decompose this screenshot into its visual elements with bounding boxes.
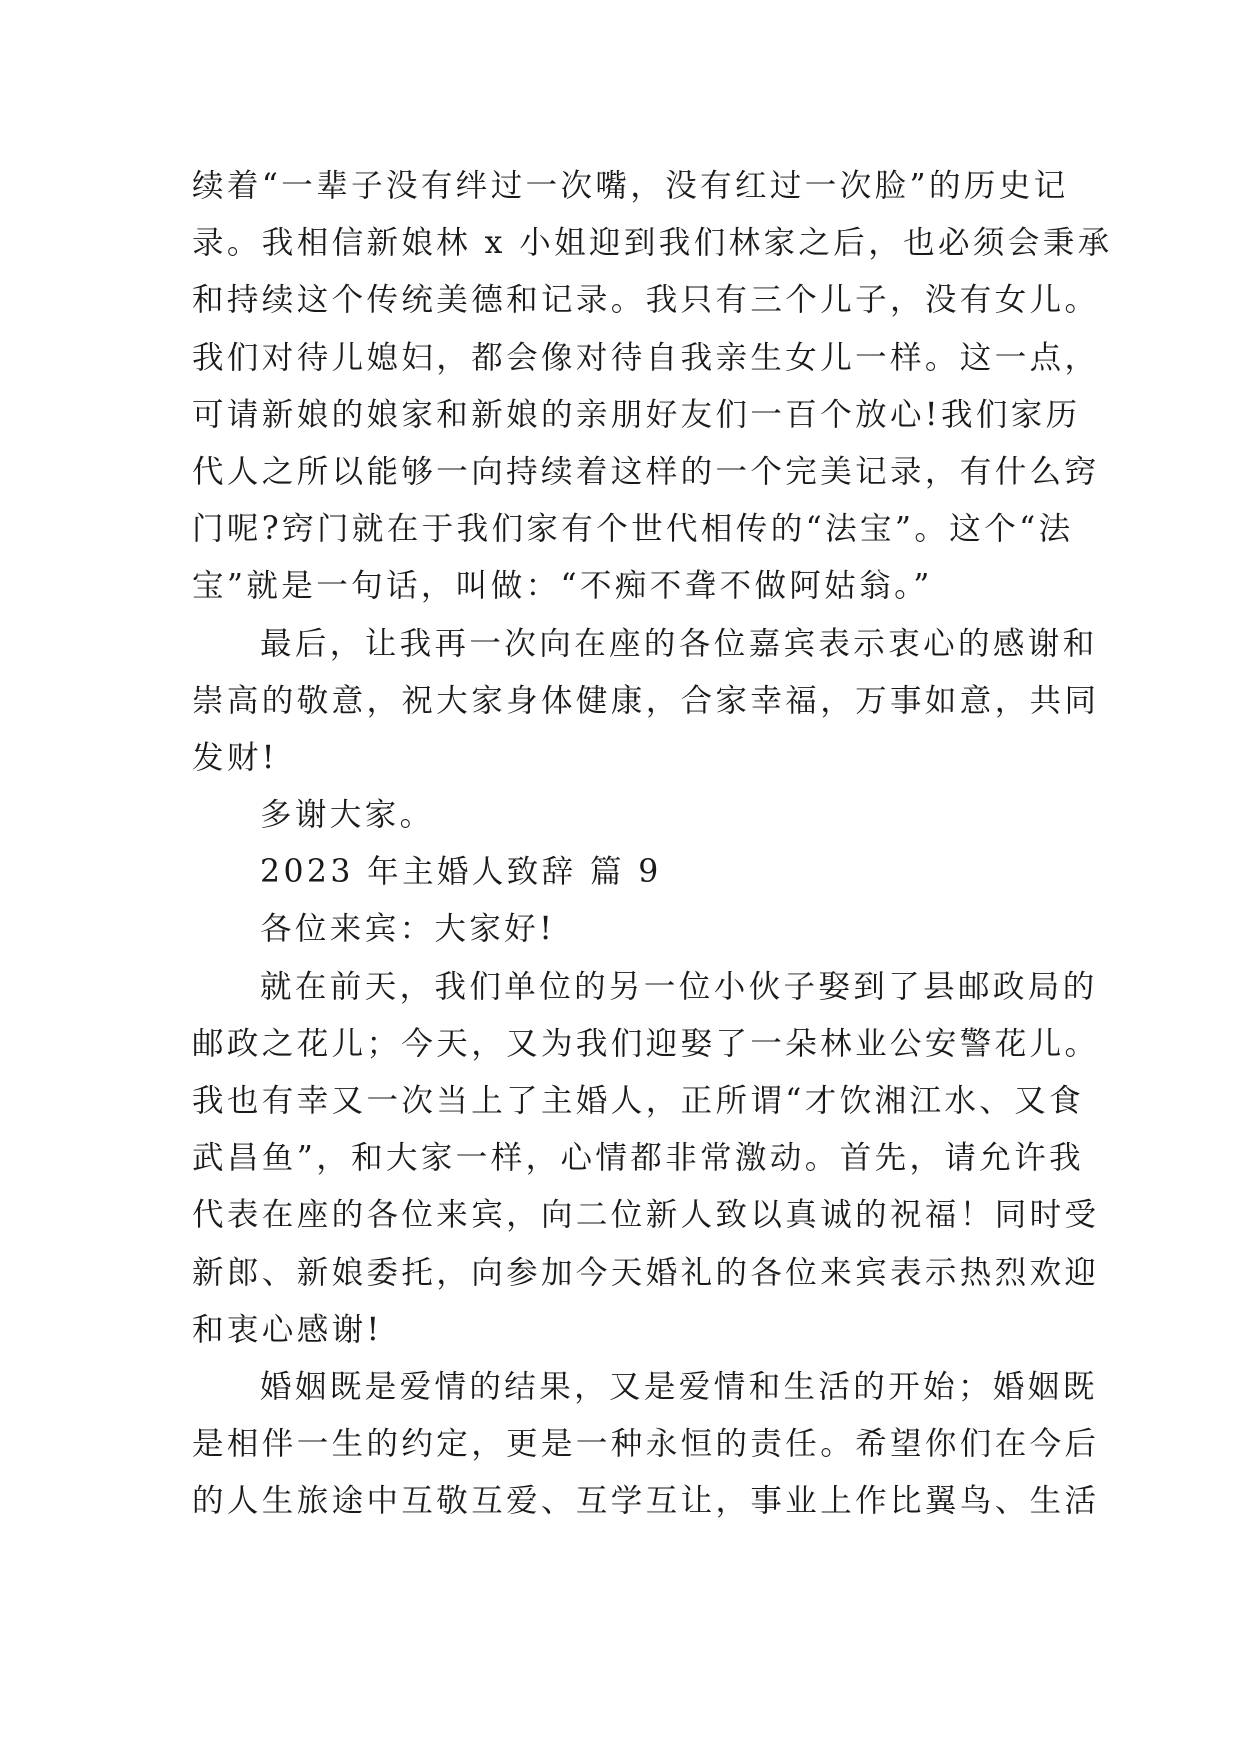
- text-line: 新郎、新娘委托，向参加今天婚礼的各位来宾表示热烈欢迎: [192, 1254, 1100, 1291]
- text-line: 录。我相信新娘林 x 小姐迎到我们林家之后，也必须会秉承: [192, 225, 1113, 262]
- document-body: [192, 158, 1113, 1531]
- paragraph-start-line: 就在前天，我们单位的另一位小伙子娶到了县邮政局的: [260, 968, 1098, 1005]
- text-line: 和衷心感谢!: [192, 1311, 383, 1348]
- text-line: 发财!: [192, 739, 278, 776]
- text-line: 是相伴一生的约定，更是一种永恒的责任。希望你们在今后: [192, 1426, 1100, 1463]
- text-line: 代表在座的各位来宾，向二位新人致以真诚的祝福！同时受: [192, 1197, 1100, 1234]
- text-line: 可请新娘的娘家和新娘的亲朋好友们一百个放心!我们家历: [192, 396, 1081, 433]
- text-line: 武昌鱼”，和大家一样，心情都非常激动。首先，请允许我: [192, 1140, 1085, 1177]
- section-heading: 2023 年主婚人致辞 篇 9: [260, 854, 662, 891]
- text-line: 邮政之花儿；今天，又为我们迎娶了一朵林业公安警花儿。: [192, 1025, 1100, 1062]
- salutation-line: 各位来宾：大家好!: [260, 911, 556, 948]
- text-line: 的人生旅途中互敬互爱、互学互让，事业上作比翼鸟、生活: [192, 1483, 1100, 1520]
- text-line: 续着“一辈子没有绊过一次嘴，没有红过一次脸”的历史记: [192, 168, 1069, 204]
- text-line: 宝”就是一句话，叫做：“不痴不聋不做阿姑翁。”: [192, 568, 933, 605]
- text-line: 代人之所以能够一向持续着这样的一个完美记录，有什么窍: [192, 453, 1100, 490]
- paragraph-start-line: 最后，让我再一次向在座的各位嘉宾表示衷心的感谢和: [260, 625, 1098, 662]
- text-line: 和持续这个传统美德和记录。我只有三个儿子，没有女儿。: [192, 282, 1100, 319]
- text-line: 崇高的敬意，祝大家身体健康，合家幸福，万事如意，共同: [192, 682, 1100, 719]
- paragraph-start-line: 婚姻既是爱情的结果，又是爱情和生活的开始；婚姻既: [260, 1368, 1098, 1405]
- text-line: 我也有幸又一次当上了主婚人，正所谓“才饮湘江水、又食: [192, 1083, 1085, 1119]
- text-line: 门呢?窍门就在于我们家有个世代相传的“法宝”。这个“法: [192, 511, 1074, 548]
- closing-line: 多谢大家。: [260, 797, 435, 834]
- text-line: 我们对待儿媳妇，都会像对待自我亲生女儿一样。这一点，: [192, 339, 1100, 376]
